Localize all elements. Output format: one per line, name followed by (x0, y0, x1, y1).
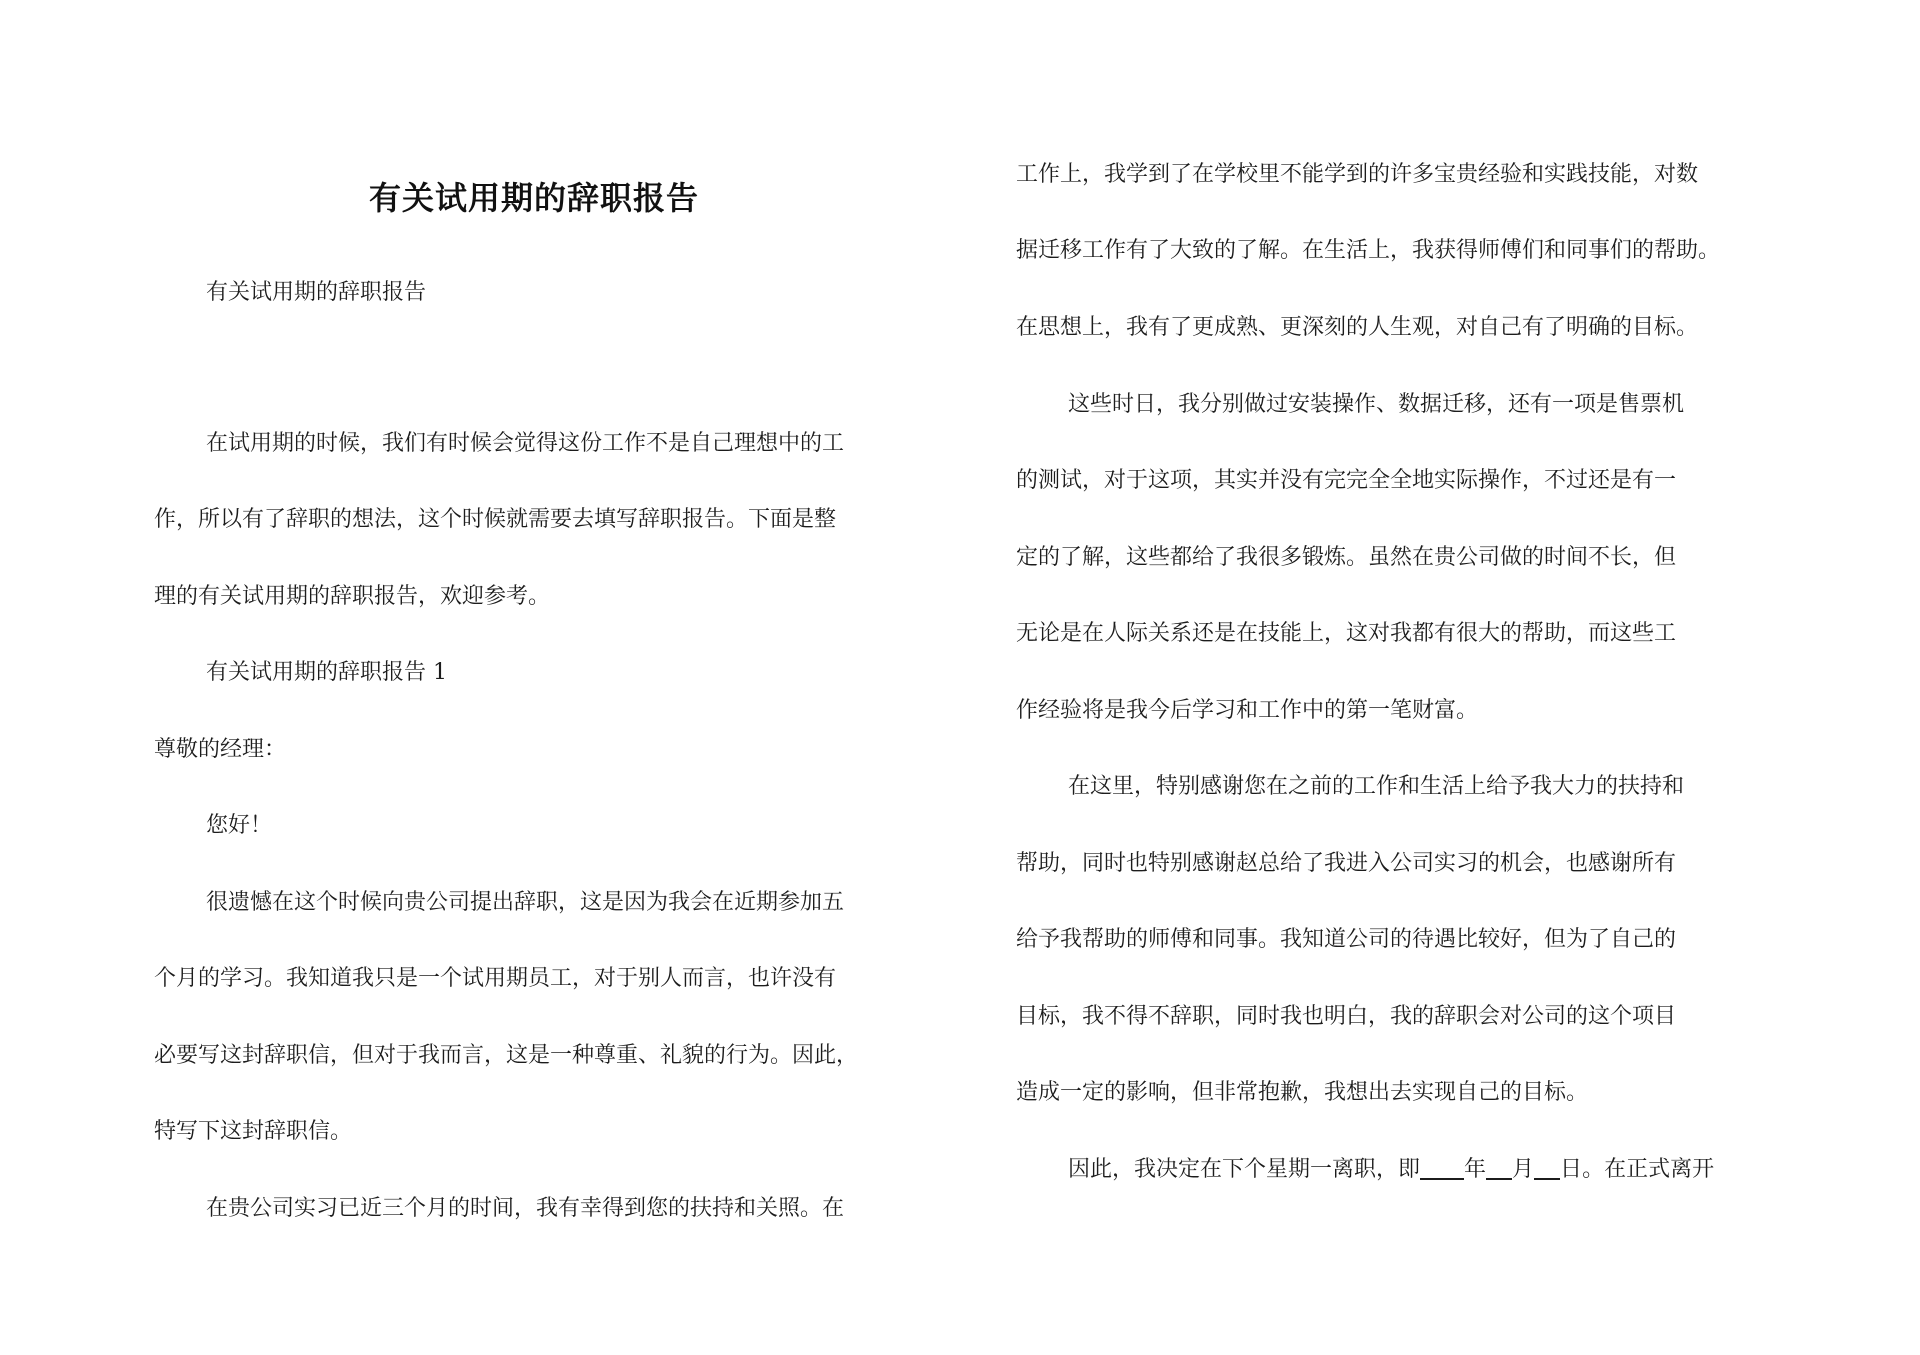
section-heading: 有关试用期的辞职报告 1 (206, 660, 447, 685)
document-subtitle: 有关试用期的辞职报告 (206, 280, 427, 305)
para4-line-3: 给予我帮助的师傅和同事。我知道公司的待遇比较好，但为了自己的 (1016, 927, 1677, 952)
month-label: 月 (1512, 1157, 1535, 1182)
para4-line-2: 帮助，同时也特别感谢赵总给了我进入公司实习的机会，也感谢所有 (1016, 851, 1677, 876)
month-blank (1486, 1156, 1512, 1180)
para3-line-4: 无论是在人际关系还是在技能上，这对我都有很大的帮助，而这些工 (1016, 621, 1677, 646)
day-label: 日 (1560, 1157, 1583, 1182)
para3-line-5: 作经验将是我今后学习和工作中的第一笔财富。 (1016, 698, 1479, 723)
para4-line-4: 目标，我不得不辞职，同时我也明白，我的辞职会对公司的这个项目 (1016, 1004, 1677, 1029)
para1-line-3: 必要写这封辞职信，但对于我而言，这是一种尊重、礼貌的行为。因此， (154, 1043, 859, 1068)
intro-line-1: 在试用期的时候，我们有时候会觉得这份工作不是自己理想中的工 (206, 431, 845, 456)
year-label: 年 (1464, 1157, 1487, 1182)
day-blank (1534, 1156, 1560, 1180)
para5-line-1 (1068, 1155, 1714, 1185)
para5-text-before: 因此，我决定在下个星期一离职，即 (1068, 1157, 1421, 1182)
para1-line-4: 特写下这封辞职信。 (154, 1119, 353, 1144)
para2-line-1: 在贵公司实习已近三个月的时间，我有幸得到您的扶持和关照。在 (206, 1196, 845, 1221)
para5-text-after: 。在正式离开 (1582, 1157, 1715, 1182)
greeting: 您好！ (206, 813, 273, 838)
para3-line-2: 的测试，对于这项，其实并没有完完全全地实际操作，不过还是有一 (1016, 468, 1677, 493)
para4-line-1: 在这里，特别感谢您在之前的工作和生活上给予我大力的扶持和 (1068, 774, 1685, 799)
para2-cont-line-1: 工作上，我学到了在学校里不能学到的许多宝贵经验和实践技能，对数 (1016, 162, 1699, 187)
intro-line-3: 理的有关试用期的辞职报告，欢迎参考。 (154, 584, 551, 609)
intro-line-2: 作，所以有了辞职的想法，这个时候就需要去填写辞职报告。下面是整 (154, 507, 837, 532)
para2-cont-line-2: 据迁移工作有了大致的了解。在生活上，我获得师傅们和同事们的帮助。 (1016, 238, 1721, 263)
salutation: 尊敬的经理： (154, 737, 287, 762)
para3-line-1: 这些时日，我分别做过安装操作、数据迁移，还有一项是售票机 (1068, 392, 1685, 417)
para2-cont-line-3: 在思想上，我有了更成熟、更深刻的人生观，对自己有了明确的目标。 (1016, 315, 1699, 340)
para3-line-3: 定的了解，这些都给了我很多锻炼。虽然在贵公司做的时间不长，但 (1016, 545, 1677, 570)
year-blank (1420, 1156, 1464, 1180)
para4-line-5: 造成一定的影响，但非常抱歉，我想出去实现自己的目标。 (1016, 1080, 1589, 1105)
para1-line-1: 很遗憾在这个时候向贵公司提出辞职，这是因为我会在近期参加五 (206, 890, 845, 915)
para1-line-2: 个月的学习。我知道我只是一个试用期员工，对于别人而言，也许没有 (154, 966, 837, 991)
document-title: 有关试用期的辞职报告 (368, 179, 699, 217)
